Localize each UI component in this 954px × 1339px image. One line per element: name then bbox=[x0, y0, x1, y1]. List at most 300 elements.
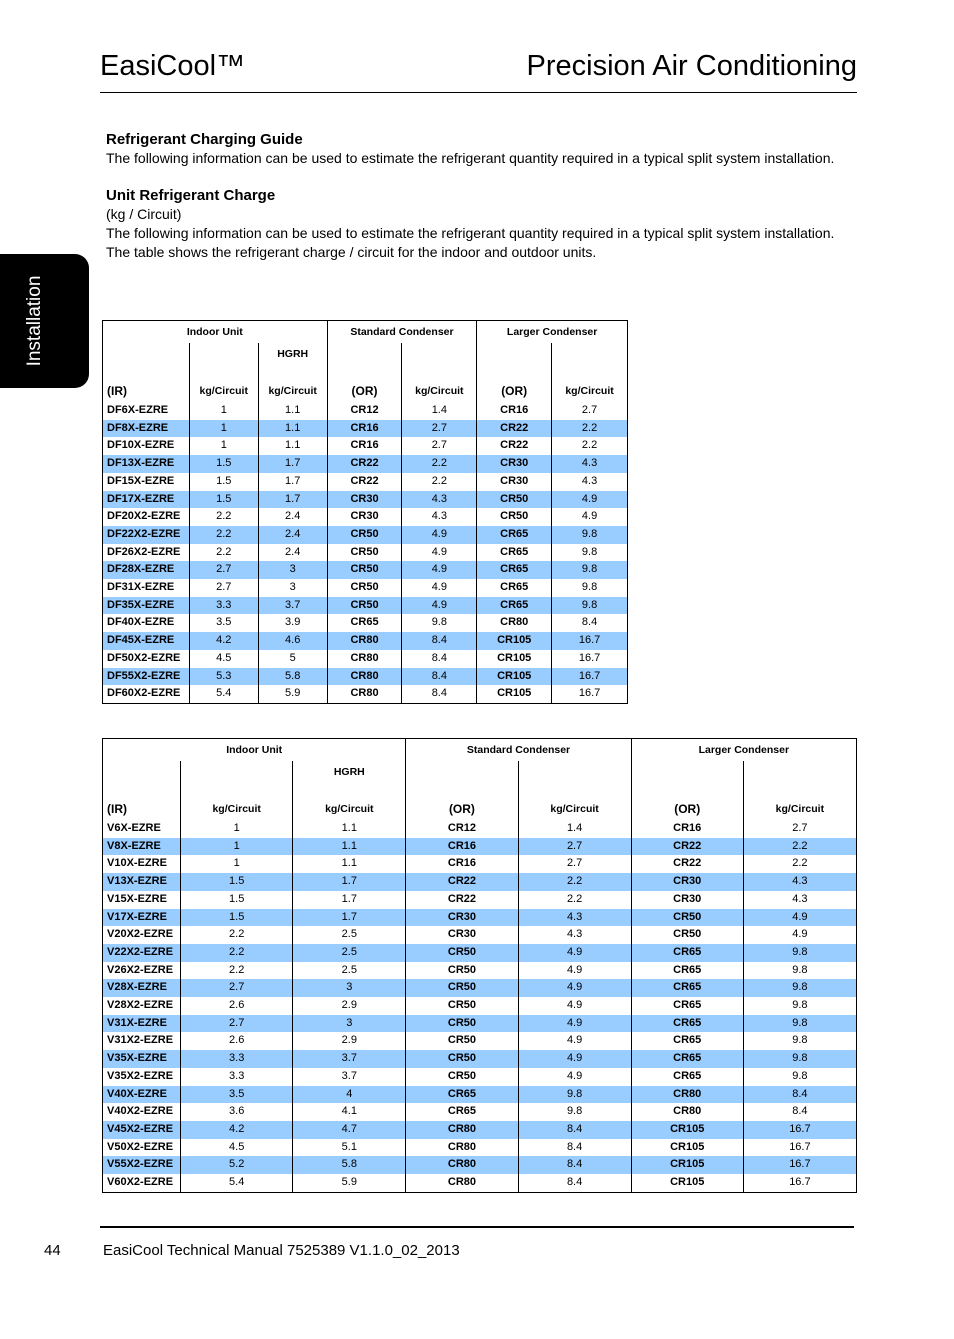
model-cell: DF22X2-EZRE bbox=[103, 526, 190, 544]
kg-circuit-header: kg/Circuit bbox=[293, 784, 406, 820]
charge-cell: 4.9 bbox=[402, 544, 477, 562]
charge-cell: 1 bbox=[181, 855, 293, 873]
model-cell: V40X-EZRE bbox=[103, 1086, 181, 1104]
charge-cell: 1.5 bbox=[189, 455, 258, 473]
condenser-cell: CR80 bbox=[327, 668, 402, 686]
model-cell: DF55X2-EZRE bbox=[103, 668, 190, 686]
charge-cell: 2.2 bbox=[518, 891, 631, 909]
charge-cell: 8.4 bbox=[743, 1086, 856, 1104]
condenser-cell: CR16 bbox=[406, 838, 518, 856]
condenser-cell: CR80 bbox=[631, 1103, 743, 1121]
standard-condenser-header: Standard Condenser bbox=[327, 321, 477, 344]
ir-column-header: (IR) bbox=[107, 802, 127, 816]
charge-cell: 9.8 bbox=[552, 579, 628, 597]
charge-cell: 4.9 bbox=[518, 1068, 631, 1086]
model-cell: DF8X-EZRE bbox=[103, 420, 190, 438]
charge-cell: 4.9 bbox=[402, 579, 477, 597]
charge-cell: 8.4 bbox=[743, 1103, 856, 1121]
model-cell: DF26X2-EZRE bbox=[107, 545, 181, 558]
charge-cell: 1.1 bbox=[293, 855, 406, 873]
charge-cell: 1.1 bbox=[258, 420, 327, 438]
model-cell: DF50X2-EZRE bbox=[107, 651, 181, 664]
charge-cell: 4.5 bbox=[181, 1139, 293, 1157]
condenser-cell: CR80 bbox=[406, 1139, 518, 1157]
model-cell: V31X-EZRE bbox=[103, 1015, 181, 1033]
condenser-cell: CR80 bbox=[406, 1121, 518, 1139]
model-cell: DF40X-EZRE bbox=[107, 616, 175, 629]
charge-cell: 1.5 bbox=[181, 909, 293, 927]
condenser-cell: CR16 bbox=[477, 402, 552, 420]
charge-cell: 9.8 bbox=[743, 1050, 856, 1068]
charge-cell: 4.1 bbox=[293, 1103, 406, 1121]
charge-cell: 9.8 bbox=[743, 979, 856, 997]
condenser-cell: CR16 bbox=[406, 855, 518, 873]
charge-cell: 4.7 bbox=[293, 1121, 406, 1139]
section-heading-charging-guide: Refrigerant Charging Guide bbox=[106, 131, 303, 148]
model-cell: DF15X-EZRE bbox=[107, 474, 175, 487]
charge-cell: 3.9 bbox=[258, 614, 327, 632]
charge-cell: 3 bbox=[258, 579, 327, 597]
table-row bbox=[103, 1139, 857, 1157]
model-cell: V28X-EZRE bbox=[103, 979, 181, 997]
charge-cell: 8.4 bbox=[518, 1174, 631, 1192]
condenser-cell: CR65 bbox=[477, 597, 552, 615]
unit-charge-text-2: The table shows the refrigerant charge / circuit for the indoor and outdoor units. bbox=[106, 244, 597, 260]
larger-condenser-header: Larger Condenser bbox=[631, 739, 856, 762]
charge-cell: 1.7 bbox=[293, 873, 406, 891]
condenser-cell: CR22 bbox=[631, 855, 743, 873]
charge-cell: 16.7 bbox=[743, 1156, 856, 1174]
footer-divider bbox=[100, 1226, 854, 1228]
or-column-header: (OR) bbox=[631, 784, 743, 820]
condenser-cell: CR30 bbox=[406, 926, 518, 944]
charge-cell: 2.5 bbox=[293, 962, 406, 980]
charge-cell: 4.9 bbox=[402, 597, 477, 615]
table-row bbox=[103, 838, 857, 856]
condenser-cell: CR30 bbox=[327, 508, 402, 526]
condenser-cell: CR105 bbox=[631, 1139, 743, 1157]
charge-cell: 1.7 bbox=[258, 473, 327, 491]
table-row bbox=[103, 1103, 857, 1121]
condenser-cell: CR80 bbox=[327, 632, 402, 650]
table-row bbox=[103, 873, 857, 891]
model-cell: V20X2-EZRE bbox=[107, 928, 174, 941]
model-cell: V17X-EZRE bbox=[103, 909, 181, 927]
condenser-cell: CR50 bbox=[327, 526, 402, 544]
charge-cell: 8.4 bbox=[518, 1121, 631, 1139]
charge-cell: 9.8 bbox=[402, 614, 477, 632]
model-cell: V55X2-EZRE bbox=[103, 1156, 181, 1174]
model-cell: V60X2-EZRE bbox=[107, 1176, 174, 1189]
condenser-cell: CR80 bbox=[327, 685, 402, 703]
table-row bbox=[103, 420, 628, 438]
charge-cell: 1.1 bbox=[258, 402, 327, 420]
charge-cell: 16.7 bbox=[552, 685, 628, 703]
charge-cell: 4.2 bbox=[181, 1121, 293, 1139]
kg-circuit-header: kg/Circuit bbox=[258, 366, 327, 402]
table-row bbox=[103, 979, 857, 997]
model-cell: V31X2-EZRE bbox=[107, 1034, 174, 1047]
condenser-cell: CR65 bbox=[631, 962, 743, 980]
charge-cell: 3.3 bbox=[181, 1050, 293, 1068]
charge-cell: 2.7 bbox=[189, 579, 258, 597]
model-cell: V15X-EZRE bbox=[107, 892, 167, 905]
model-cell: DF35X-EZRE bbox=[103, 597, 190, 615]
charge-cell: 8.4 bbox=[518, 1156, 631, 1174]
charge-cell: 4.9 bbox=[518, 1015, 631, 1033]
charging-guide-text: The following information can be used to estimate the refrigerant quantity required in a typical split system installation. bbox=[106, 150, 835, 166]
side-tab-label: Installation bbox=[24, 275, 45, 367]
charge-cell: 9.8 bbox=[743, 1068, 856, 1086]
model-cell: V35X-EZRE bbox=[103, 1050, 181, 1068]
charge-cell: 8.4 bbox=[518, 1139, 631, 1157]
charge-cell: 2.7 bbox=[552, 402, 628, 420]
model-cell: V26X2-EZRE bbox=[107, 963, 174, 976]
charge-cell: 2.4 bbox=[258, 526, 327, 544]
charge-cell: 4.3 bbox=[402, 491, 477, 509]
header-product-name: EasiCool™ bbox=[100, 50, 246, 82]
condenser-cell: CR50 bbox=[406, 1068, 518, 1086]
charge-cell: 4.3 bbox=[402, 508, 477, 526]
charge-cell: 2.7 bbox=[518, 838, 631, 856]
table-row bbox=[103, 597, 628, 615]
model-cell: DF20X2-EZRE bbox=[107, 510, 181, 523]
table-row bbox=[103, 891, 857, 909]
kg-circuit-header: kg/Circuit bbox=[402, 366, 477, 402]
condenser-cell: CR16 bbox=[327, 420, 402, 438]
model-cell: DF10X-EZRE bbox=[107, 439, 175, 452]
intro-text bbox=[106, 130, 866, 262]
condenser-cell: CR22 bbox=[327, 473, 402, 491]
footer-text: EasiCool Technical Manual 7525389 V1.1.0_02_2013 bbox=[103, 1242, 460, 1259]
table-row bbox=[103, 1050, 857, 1068]
charge-cell: 3.3 bbox=[181, 1068, 293, 1086]
charge-cell: 4.9 bbox=[518, 997, 631, 1015]
indoor-unit-header: Indoor Unit bbox=[186, 326, 243, 338]
charge-cell: 2.7 bbox=[402, 420, 477, 438]
table-row bbox=[103, 561, 628, 579]
kg-circuit-header: kg/Circuit bbox=[181, 784, 293, 820]
charge-cell: 1.7 bbox=[293, 909, 406, 927]
condenser-cell: CR22 bbox=[327, 455, 402, 473]
unit-charge-text-1: The following information can be used to estimate the refrigerant quantity required in a typical split system installation. bbox=[106, 225, 835, 241]
charge-cell: 4.9 bbox=[402, 561, 477, 579]
charge-cell: 4.3 bbox=[743, 873, 856, 891]
model-cell: V28X2-EZRE bbox=[107, 999, 174, 1012]
kg-circuit-header: kg/Circuit bbox=[518, 784, 631, 820]
condenser-cell: CR50 bbox=[406, 944, 518, 962]
model-cell: V35X2-EZRE bbox=[107, 1069, 174, 1082]
charge-cell: 16.7 bbox=[743, 1121, 856, 1139]
charge-cell: 4.3 bbox=[518, 909, 631, 927]
condenser-cell: CR65 bbox=[477, 526, 552, 544]
table-row bbox=[103, 650, 628, 668]
condenser-cell: CR50 bbox=[327, 561, 402, 579]
larger-condenser-header: Larger Condenser bbox=[477, 321, 628, 344]
condenser-cell: CR65 bbox=[631, 944, 743, 962]
charge-cell: 4.9 bbox=[743, 926, 856, 944]
charge-cell: 5.9 bbox=[258, 685, 327, 703]
charge-cell: 4.9 bbox=[518, 1032, 631, 1050]
condenser-cell: CR22 bbox=[406, 891, 518, 909]
condenser-cell: CR80 bbox=[327, 650, 402, 668]
condenser-cell: CR105 bbox=[477, 668, 552, 686]
charge-cell: 9.8 bbox=[552, 561, 628, 579]
condenser-cell: CR105 bbox=[631, 1156, 743, 1174]
charge-cell: 9.8 bbox=[552, 597, 628, 615]
condenser-cell: CR65 bbox=[327, 614, 402, 632]
condenser-cell: CR105 bbox=[631, 1174, 743, 1192]
condenser-cell: CR105 bbox=[477, 650, 552, 668]
unit-label: (kg / Circuit) bbox=[106, 206, 182, 222]
table-row bbox=[103, 1015, 857, 1033]
charge-cell: 2.2 bbox=[402, 473, 477, 491]
model-cell: DF13X-EZRE bbox=[103, 455, 190, 473]
charge-cell: 2.2 bbox=[552, 437, 628, 455]
charge-cell: 8.4 bbox=[552, 614, 628, 632]
charge-cell: 4.3 bbox=[552, 473, 628, 491]
condenser-cell: CR105 bbox=[477, 685, 552, 703]
condenser-cell: CR22 bbox=[477, 420, 552, 438]
charge-cell: 1 bbox=[181, 838, 293, 856]
charge-cell: 2.6 bbox=[181, 997, 293, 1015]
condenser-cell: CR65 bbox=[631, 1032, 743, 1050]
table-row bbox=[103, 944, 857, 962]
condenser-cell: CR30 bbox=[406, 909, 518, 927]
condenser-cell: CR12 bbox=[406, 820, 518, 838]
charge-cell: 8.4 bbox=[402, 668, 477, 686]
charge-cell: 1.1 bbox=[293, 838, 406, 856]
condenser-cell: CR50 bbox=[406, 1050, 518, 1068]
condenser-cell: CR30 bbox=[631, 891, 743, 909]
table-row bbox=[103, 491, 628, 509]
charge-cell: 4.6 bbox=[258, 632, 327, 650]
charge-cell: 3.5 bbox=[189, 614, 258, 632]
charge-cell: 5.3 bbox=[189, 668, 258, 686]
charge-cell: 8.4 bbox=[402, 650, 477, 668]
condenser-cell: CR50 bbox=[631, 926, 743, 944]
model-cell: V6X-EZRE bbox=[107, 822, 161, 834]
charge-cell: 2.2 bbox=[743, 838, 856, 856]
charge-cell: 3.7 bbox=[293, 1068, 406, 1086]
charge-cell: 5 bbox=[258, 650, 327, 668]
table-row bbox=[103, 1156, 857, 1174]
charge-cell: 1.5 bbox=[181, 873, 293, 891]
condenser-cell: CR50 bbox=[631, 909, 743, 927]
charge-cell: 1.4 bbox=[518, 820, 631, 838]
condenser-cell: CR80 bbox=[406, 1156, 518, 1174]
charge-cell: 16.7 bbox=[743, 1139, 856, 1157]
table-row bbox=[103, 614, 628, 632]
condenser-cell: CR65 bbox=[631, 1015, 743, 1033]
charge-cell: 16.7 bbox=[552, 632, 628, 650]
condenser-cell: CR50 bbox=[327, 544, 402, 562]
charge-cell: 4.9 bbox=[743, 909, 856, 927]
table-row bbox=[103, 1121, 857, 1139]
charge-cell: 4.9 bbox=[552, 508, 628, 526]
charge-cell: 2.7 bbox=[181, 1015, 293, 1033]
charge-cell: 3.7 bbox=[258, 597, 327, 615]
table-row bbox=[103, 579, 628, 597]
charge-cell: 3 bbox=[258, 561, 327, 579]
charge-cell: 1.1 bbox=[293, 820, 406, 838]
table-row bbox=[103, 926, 857, 944]
charge-cell: 1 bbox=[181, 820, 293, 838]
table-row bbox=[103, 909, 857, 927]
condenser-cell: CR65 bbox=[477, 579, 552, 597]
charge-cell: 3.7 bbox=[293, 1050, 406, 1068]
table-row bbox=[103, 455, 628, 473]
condenser-cell: CR30 bbox=[477, 455, 552, 473]
model-cell: V22X2-EZRE bbox=[103, 944, 181, 962]
model-cell: DF28X-EZRE bbox=[103, 561, 190, 579]
model-cell: V40X2-EZRE bbox=[107, 1105, 174, 1118]
model-cell: DF6X-EZRE bbox=[107, 404, 169, 416]
condenser-cell: CR12 bbox=[327, 402, 402, 420]
charge-cell: 16.7 bbox=[552, 668, 628, 686]
page-number: 44 bbox=[44, 1242, 61, 1259]
charge-cell: 4.9 bbox=[518, 1050, 631, 1068]
charge-cell: 3.6 bbox=[181, 1103, 293, 1121]
table-row bbox=[103, 1068, 857, 1086]
charge-cell: 9.8 bbox=[743, 944, 856, 962]
hgrh-header: HGRH bbox=[258, 343, 327, 366]
charge-cell: 2.9 bbox=[293, 1032, 406, 1050]
charge-cell: 9.8 bbox=[743, 997, 856, 1015]
condenser-cell: CR65 bbox=[406, 1103, 518, 1121]
or-column-header: (OR) bbox=[327, 366, 402, 402]
table-row bbox=[103, 632, 628, 650]
hgrh-header: HGRH bbox=[293, 761, 406, 784]
condenser-cell: CR50 bbox=[406, 997, 518, 1015]
charge-cell: 4.9 bbox=[552, 491, 628, 509]
charge-cell: 3 bbox=[293, 979, 406, 997]
model-cell: DF17X-EZRE bbox=[103, 491, 190, 509]
table-row bbox=[103, 668, 628, 686]
condenser-cell: CR16 bbox=[631, 820, 743, 838]
charge-cell: 8.4 bbox=[402, 632, 477, 650]
condenser-cell: CR105 bbox=[631, 1121, 743, 1139]
charge-cell: 1 bbox=[189, 437, 258, 455]
charge-cell: 4.9 bbox=[518, 962, 631, 980]
charge-cell: 9.8 bbox=[518, 1086, 631, 1104]
model-cell: V45X2-EZRE bbox=[103, 1121, 181, 1139]
charge-cell: 2.2 bbox=[181, 926, 293, 944]
charge-cell: 8.4 bbox=[402, 685, 477, 703]
condenser-cell: CR80 bbox=[406, 1174, 518, 1192]
table-row bbox=[103, 685, 628, 703]
charge-cell: 2.2 bbox=[189, 526, 258, 544]
charge-cell: 5.8 bbox=[258, 668, 327, 686]
charge-cell: 2.2 bbox=[552, 420, 628, 438]
condenser-cell: CR65 bbox=[631, 1068, 743, 1086]
charge-cell: 2.2 bbox=[189, 544, 258, 562]
table-row bbox=[103, 820, 857, 838]
charge-cell: 5.4 bbox=[189, 685, 258, 703]
charge-cell: 1.5 bbox=[181, 891, 293, 909]
indoor-unit-header: Indoor Unit bbox=[226, 744, 283, 756]
charge-cell: 4 bbox=[293, 1086, 406, 1104]
charge-cell: 2.4 bbox=[258, 544, 327, 562]
charge-cell: 1.5 bbox=[189, 473, 258, 491]
kg-circuit-header: kg/Circuit bbox=[743, 784, 856, 820]
df-refrigerant-table bbox=[102, 320, 628, 704]
table-row bbox=[103, 855, 857, 873]
model-cell: V13X-EZRE bbox=[103, 873, 181, 891]
or-column-header: (OR) bbox=[477, 366, 552, 402]
v-refrigerant-table bbox=[102, 738, 857, 1193]
charge-cell: 4.3 bbox=[552, 455, 628, 473]
charge-cell: 2.7 bbox=[181, 979, 293, 997]
condenser-cell: CR80 bbox=[631, 1086, 743, 1104]
header-title: Precision Air Conditioning bbox=[526, 50, 857, 82]
condenser-cell: CR50 bbox=[406, 1032, 518, 1050]
charge-cell: 4.3 bbox=[518, 926, 631, 944]
header-divider bbox=[100, 92, 857, 93]
charge-cell: 2.9 bbox=[293, 997, 406, 1015]
charge-cell: 2.2 bbox=[181, 962, 293, 980]
table-row bbox=[103, 1174, 857, 1192]
table-row bbox=[103, 508, 628, 526]
charge-cell: 2.5 bbox=[293, 926, 406, 944]
charge-cell: 2.2 bbox=[518, 873, 631, 891]
charge-cell: 1.7 bbox=[258, 455, 327, 473]
condenser-cell: CR22 bbox=[477, 437, 552, 455]
charge-cell: 9.8 bbox=[552, 544, 628, 562]
model-cell: DF60X2-EZRE bbox=[107, 687, 181, 700]
charge-cell: 16.7 bbox=[552, 650, 628, 668]
condenser-cell: CR65 bbox=[406, 1086, 518, 1104]
standard-condenser-header: Standard Condenser bbox=[406, 739, 631, 762]
model-cell: V50X2-EZRE bbox=[107, 1140, 174, 1153]
charge-cell: 4.9 bbox=[402, 526, 477, 544]
charge-cell: 2.2 bbox=[181, 944, 293, 962]
model-cell: DF31X-EZRE bbox=[107, 581, 175, 594]
charge-cell: 2.7 bbox=[743, 820, 856, 838]
charge-cell: 9.8 bbox=[743, 962, 856, 980]
condenser-cell: CR65 bbox=[477, 544, 552, 562]
charge-cell: 9.8 bbox=[743, 1015, 856, 1033]
charge-cell: 4.5 bbox=[189, 650, 258, 668]
condenser-cell: CR30 bbox=[477, 473, 552, 491]
table-row bbox=[103, 544, 628, 562]
condenser-cell: CR65 bbox=[631, 1050, 743, 1068]
table-row bbox=[103, 1086, 857, 1104]
charge-cell: 2.7 bbox=[189, 561, 258, 579]
charge-cell: 9.8 bbox=[552, 526, 628, 544]
charge-cell: 1.1 bbox=[258, 437, 327, 455]
model-cell: DF45X-EZRE bbox=[103, 632, 190, 650]
charge-cell: 4.3 bbox=[743, 891, 856, 909]
condenser-cell: CR50 bbox=[477, 508, 552, 526]
condenser-cell: CR22 bbox=[406, 873, 518, 891]
table-row bbox=[103, 473, 628, 491]
condenser-cell: CR50 bbox=[477, 491, 552, 509]
charge-cell: 16.7 bbox=[743, 1174, 856, 1192]
condenser-cell: CR50 bbox=[406, 979, 518, 997]
charge-cell: 1.7 bbox=[258, 491, 327, 509]
condenser-cell: CR65 bbox=[631, 997, 743, 1015]
section-heading-unit-charge: Unit Refrigerant Charge bbox=[106, 187, 276, 204]
condenser-cell: CR105 bbox=[477, 632, 552, 650]
table-row bbox=[103, 997, 857, 1015]
charge-cell: 4.9 bbox=[518, 979, 631, 997]
table-row bbox=[103, 402, 628, 420]
charge-cell: 2.5 bbox=[293, 944, 406, 962]
or-column-header: (OR) bbox=[406, 784, 518, 820]
charge-cell: 5.9 bbox=[293, 1174, 406, 1192]
charge-cell: 9.8 bbox=[518, 1103, 631, 1121]
